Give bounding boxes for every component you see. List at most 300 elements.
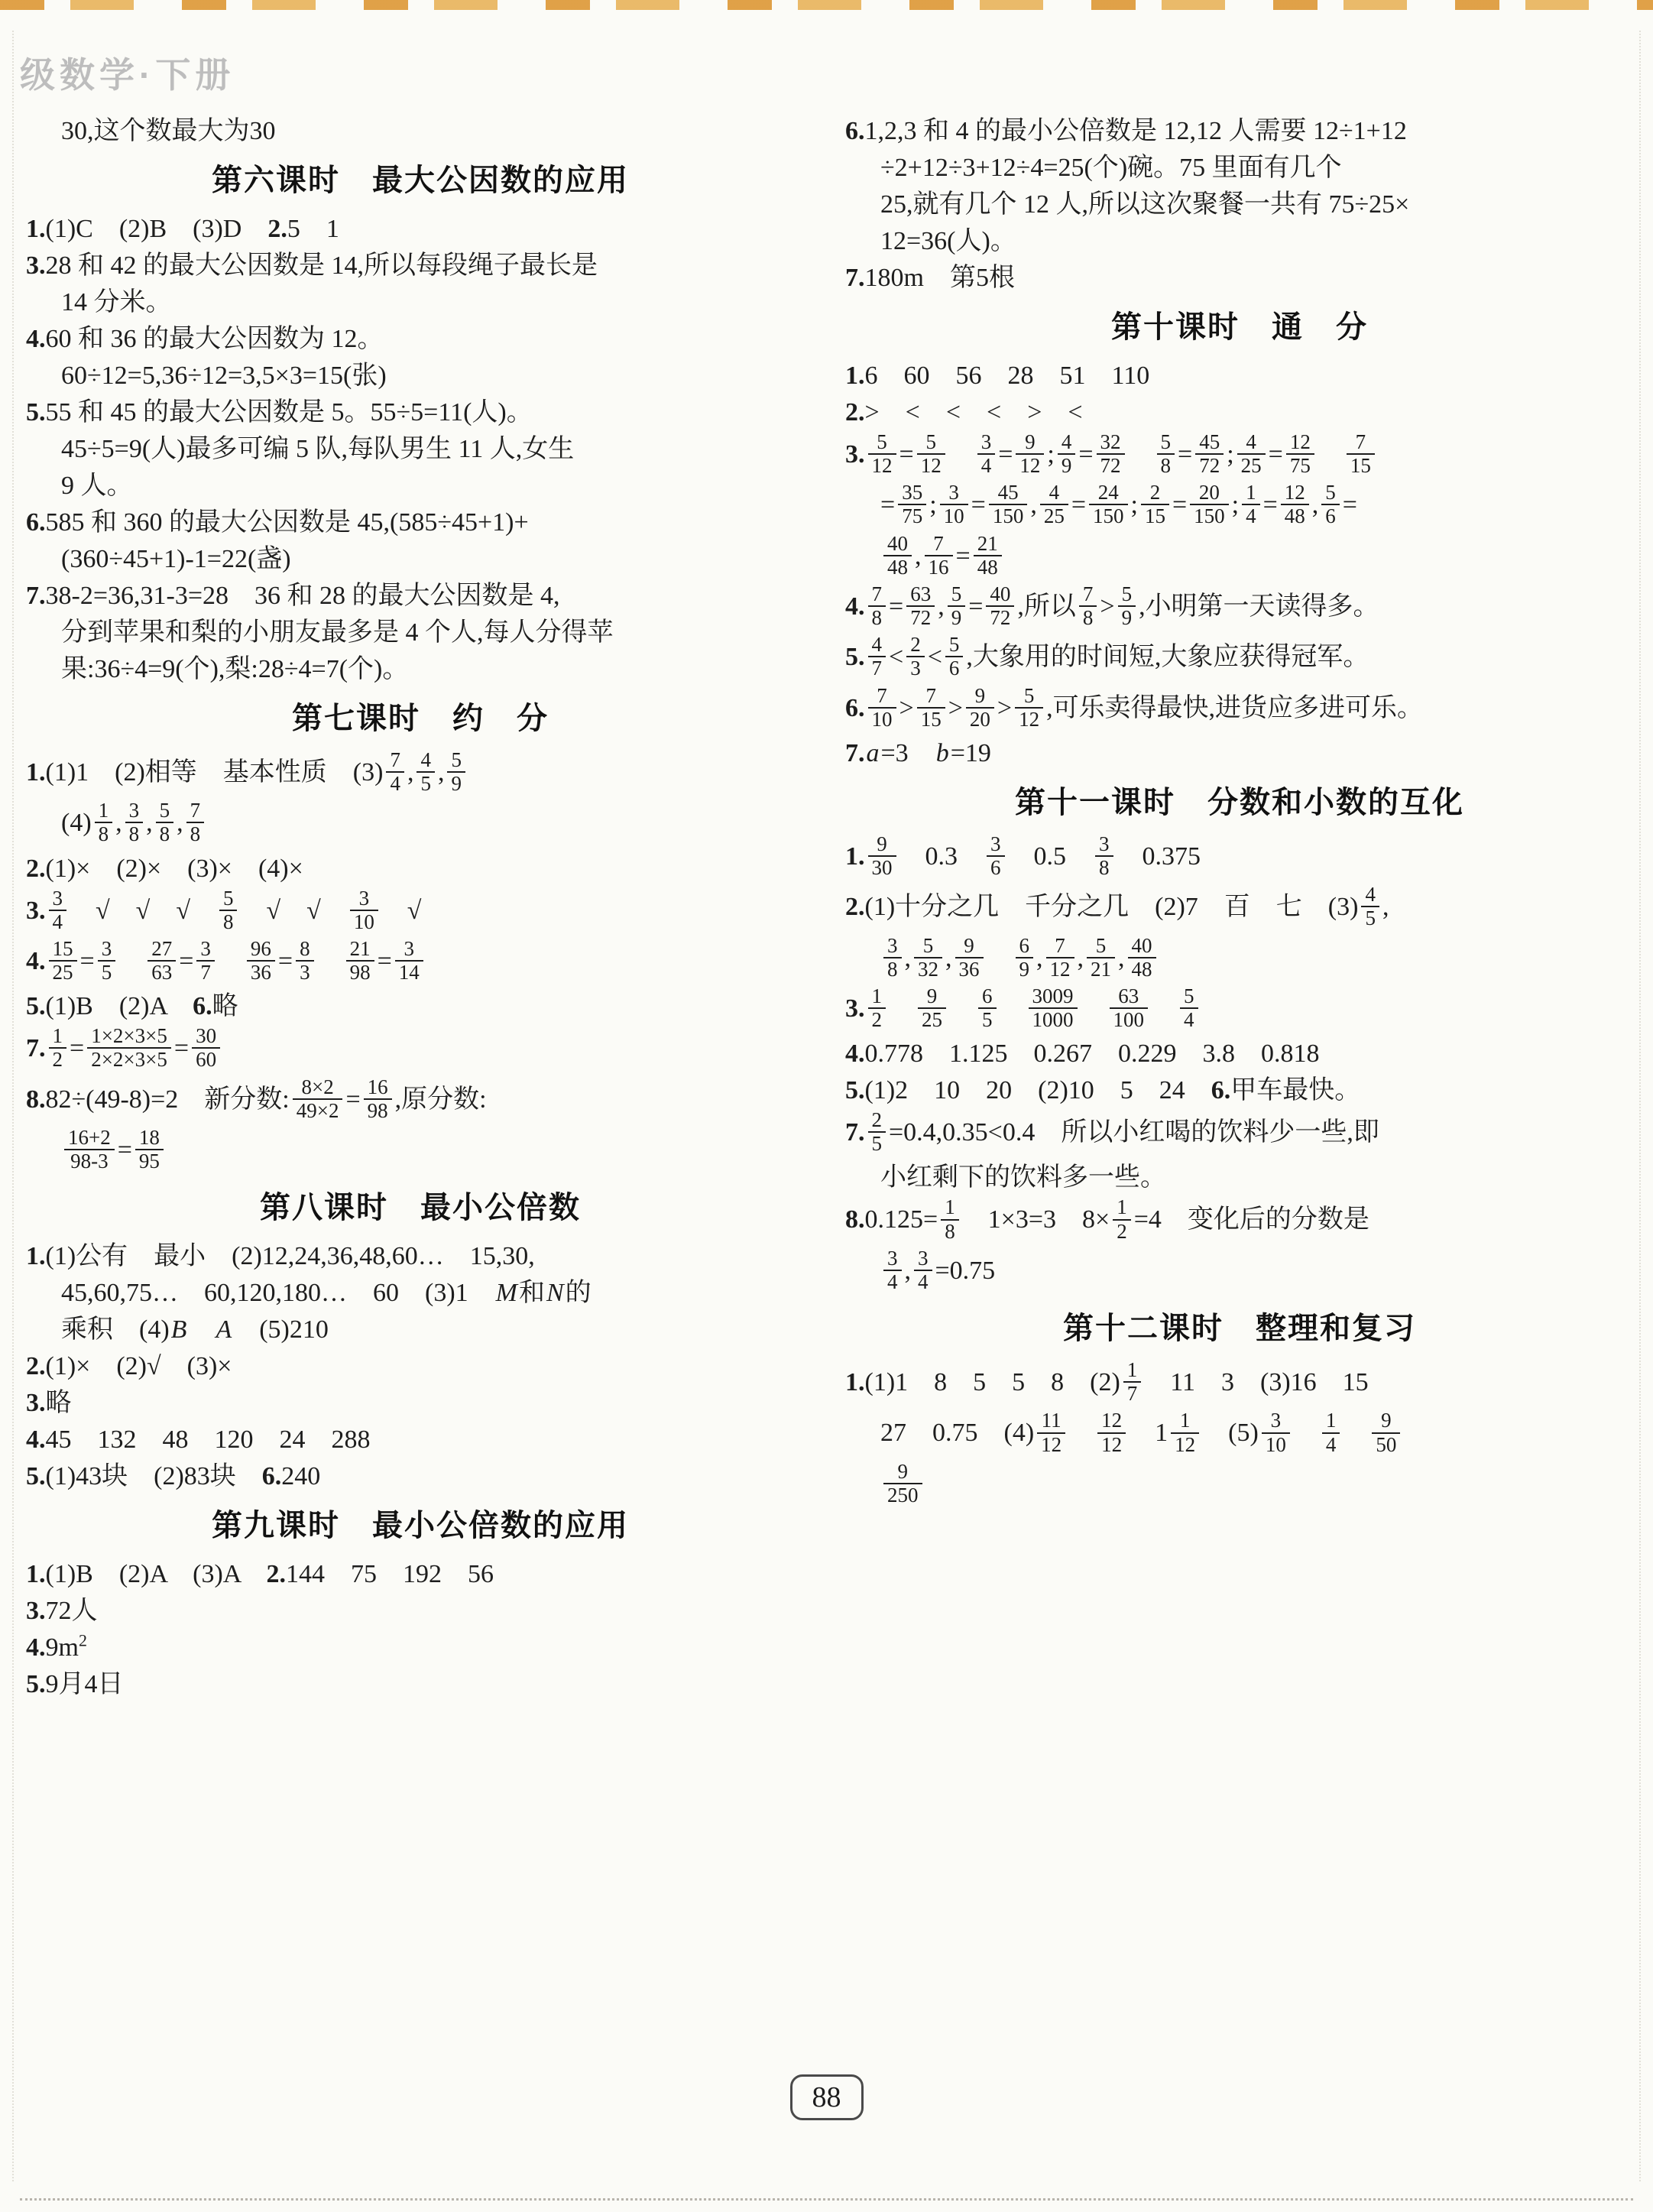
fraction [883,1247,902,1293]
item-number: 5. [26,992,46,1021]
fraction [1058,431,1076,477]
right-edge-dots [1639,31,1641,2181]
item-number: 2. [26,1352,46,1381]
fraction-denominator: 4 [887,1270,898,1293]
fraction-denominator: 150 [1194,504,1225,528]
answer-line [26,1666,815,1703]
answer-line [845,431,1634,482]
text-run: 45,60,75… 60,120,180… 60 (3)1 [61,1279,494,1308]
fraction [1372,1409,1400,1455]
fraction [49,938,77,984]
fraction-numerator: 1 [1242,482,1260,505]
answer-line [26,541,815,578]
item-number: 1. [845,842,865,871]
fraction-numerator: 1 [941,1196,959,1220]
answer-line [26,1593,815,1630]
fraction-denominator: 15 [1350,454,1371,478]
answer-line [845,985,1634,1036]
fraction [925,533,953,579]
text-run: 小红剩下的饮料多一些。 [880,1163,1166,1192]
fraction-numerator: 9 [918,985,946,1009]
fraction-numerator: 5 [868,431,896,455]
text-run: (1)公有 最小 (2)12,24,36,48,60… 15,30, [45,1242,535,1271]
text-run: = [968,592,984,621]
fraction-numerator: 5 [948,583,966,607]
fraction [966,685,994,731]
fraction [868,1109,886,1155]
italic-variable: N [546,1279,564,1308]
text-run: 5 1 [287,215,339,243]
text-run: (360÷45+1)-1=22(盏) [61,545,291,573]
text-run: = [889,592,904,621]
fraction-numerator: 7 [868,685,896,709]
fraction [395,938,423,984]
text-run: > [1100,592,1115,621]
item-number: 7. [26,1034,46,1063]
fraction-denominator: 21 [1091,957,1111,981]
fraction-denominator: 72 [990,606,1011,630]
fraction-numerator: 9 [883,1461,922,1484]
fraction-denominator: 15 [920,707,942,731]
text-run: = [345,1085,361,1114]
text-run: 和 [518,1279,545,1308]
fraction [917,431,945,477]
text-run: (1)B (2)A (3)A [45,1560,267,1589]
fraction-denominator: 25 [922,1007,942,1031]
item-number: 5. [26,1670,46,1699]
fraction-numerator: 3 [1095,833,1113,857]
text-run: 45 132 48 120 24 288 [45,1425,371,1455]
fraction [914,935,942,981]
fraction-numerator: 9 [868,833,896,857]
fraction [186,799,205,845]
fraction-denominator: 6 [1325,504,1336,528]
text-run: = [117,1135,132,1164]
fraction [1089,482,1128,527]
fraction-numerator: 3 [49,887,67,911]
text-run: , [904,1256,911,1285]
fraction-denominator: 7 [200,961,211,984]
text-run: 0.3 [899,842,984,871]
fraction [868,685,896,731]
text-run: , [115,809,122,838]
text-run: (1)43块 (2)83块 [45,1462,262,1491]
text-run [1343,1419,1369,1447]
fraction-numerator: 5 [1015,685,1043,709]
text-run: ,大象用的时间短,大象应获得冠军。 [966,643,1369,672]
text-run: = [179,946,194,975]
answer-line [26,1422,815,1458]
fraction [1016,935,1034,981]
fraction-numerator: 6 [978,985,997,1009]
fraction [192,1025,220,1071]
text-run: = [173,1034,190,1063]
text-run: ; [1231,491,1240,520]
text-run: 9月4日 [45,1670,124,1699]
fraction-denominator: 16 [928,555,949,579]
fraction-denominator: 4 [1184,1007,1194,1031]
fraction-denominator: 12 [1049,957,1071,981]
fraction-denominator: 95 [138,1150,160,1173]
fraction [416,749,435,795]
fraction-denominator: 25 [52,961,73,984]
text-run: = [1342,491,1357,520]
italic-variable: B [170,1315,187,1344]
text-run: , [177,809,183,838]
text-run: 25,就有几个 12 人,所以这次聚餐一共有 75÷25× [880,190,1410,219]
answer-line [26,1348,815,1385]
text-run [949,994,975,1023]
text-run [987,943,1013,971]
text-run [118,947,144,975]
section-heading: 第六课时 最大公因数的应用 [212,164,629,197]
italic-variable: A [216,1315,232,1344]
answer-line [26,615,815,651]
text-run: , [1077,943,1084,972]
fraction-denominator: 8 [1099,856,1110,880]
text-run: (1)2 10 20 (2)10 5 24 [864,1076,1211,1105]
fraction [95,799,113,845]
fraction-denominator: 1000 [1032,1007,1074,1031]
text-run: = [70,1034,85,1063]
fraction-numerator: 32 [1097,431,1125,455]
fraction-denominator: 9 [1061,454,1072,478]
fraction-numerator: 35 [898,482,926,505]
text-run: 585 和 360 的最大公因数是 45,(585÷45+1)+ [45,508,529,537]
fraction [156,799,174,845]
text-run: 45÷5=9(人)最多可编 5 队,每队男生 11 人,女生 [61,435,575,463]
fraction-denominator: 8 [159,822,170,846]
text-run: (5)210 [233,1315,329,1344]
text-run [1151,994,1177,1023]
fraction [941,1196,959,1242]
answer-line [26,248,815,284]
item-number: 5. [845,1076,865,1105]
fraction-numerator: 3 [125,799,144,823]
text-run: 12=36(人)。 [880,227,1016,255]
fraction-numerator: 3 [883,1247,902,1271]
text-run: =4 变化后的分数是 [1133,1205,1369,1234]
answer-line [26,988,815,1025]
text-run [1000,994,1026,1023]
answer-line [845,1109,1634,1160]
section-heading: 第八课时 最小公倍数 [260,1191,581,1225]
fraction-numerator: 7 [917,685,945,709]
text-run: = [277,946,293,975]
fraction-denominator: 48 [887,555,908,579]
fraction-numerator: 12 [1281,482,1309,505]
answer-line [845,1409,1634,1460]
fraction-numerator: 5 [1118,583,1136,607]
item-number: 4. [845,1040,865,1069]
text-run: = [998,439,1013,469]
fraction-denominator: 10 [353,910,374,933]
item-number: 1. [26,215,46,243]
fraction-numerator: 40 [1128,935,1156,958]
answer-line [845,833,1634,884]
fraction-denominator: 9 [951,606,962,630]
fraction [989,482,1028,527]
item-number: 3. [845,994,865,1023]
fraction-numerator: 30 [192,1025,220,1049]
fraction-numerator: 3 [1262,1409,1290,1433]
fraction-denominator: 8 [1082,606,1094,630]
fraction [1040,482,1068,527]
text-run: (1)× (2)× (3)× (4)× [45,854,303,883]
fraction-numerator: 40 [986,583,1014,607]
answer-line [845,1247,1634,1298]
fraction-denominator: 2 [52,1048,63,1072]
text-run: ; [929,491,937,520]
text-run: , [407,757,414,787]
text-run: 甲车最快。 [1230,1076,1361,1105]
fraction-denominator: 3 [300,961,310,984]
fraction-numerator: 1 [1322,1409,1340,1433]
item-number: 1. [26,1560,46,1589]
fraction-numerator: 7 [868,583,886,607]
fraction [1171,1409,1199,1455]
text-run: (1)十分之几 千分之几 (2)7 百 七 (3) [864,893,1359,922]
fraction [196,938,215,984]
fraction-denominator: 8 [98,822,109,846]
fraction-numerator: 4 [1361,884,1379,907]
text-run: √ [381,896,422,925]
fraction [987,833,1005,879]
answer-line [845,113,1634,150]
text-run: 60 和 36 的最大公因数为 12。 [45,325,384,353]
text-run: 1×3=3 8× [961,1205,1110,1234]
fraction-numerator: 16+2 [64,1127,115,1150]
text-run: = [1078,439,1094,469]
answer-line [845,260,1634,297]
fraction-numerator: 11 [1037,1409,1065,1433]
fraction-numerator: 5 [219,887,238,911]
column-right [845,113,1634,1511]
text-run: 果:36÷4=9(个),梨:28÷4=7(个)。 [61,655,409,683]
item-number: 5. [26,1462,46,1491]
fraction-numerator: 7 [1347,431,1375,455]
fraction-numerator: 45 [989,482,1028,505]
text-run: 的 [565,1279,592,1308]
fraction-denominator: 9 [1019,957,1029,981]
fraction [98,938,116,984]
fraction-denominator: 25 [1043,504,1065,528]
fraction-numerator: 3 [977,431,996,455]
item-number: 3. [26,896,46,925]
item-number: 4. [26,946,46,975]
fraction-numerator: 45 [1195,431,1224,455]
text-run: 乘积 (4) [61,1315,170,1344]
fraction [1321,482,1340,527]
section-heading: 第十一课时 分数和小数的互化 [1015,785,1464,819]
fraction-denominator: 36 [958,957,980,981]
answer-line [26,1630,815,1666]
fraction-denominator: 4 [52,910,63,933]
fraction-numerator: 1 [1123,1359,1142,1383]
answer-line [26,1385,815,1422]
fraction-numerator: 12 [1097,1409,1126,1433]
text-run: (1)× (2)√ (3)× [45,1352,232,1381]
fraction-numerator: 3009 [1029,985,1078,1009]
text-run: 略 [212,992,238,1021]
fraction-numerator: 3 [98,938,116,962]
fraction-numerator: 24 [1089,482,1128,505]
fraction-denominator: 7 [871,657,882,680]
fraction [1118,583,1136,629]
fraction-numerator: 1 [1171,1409,1199,1433]
text-run: ; [1047,439,1055,469]
answer-line [26,431,815,468]
fraction [1157,431,1175,477]
item-number: 2. [267,215,287,243]
fraction-denominator: 72 [1199,454,1220,478]
text-run: 1 [1129,1419,1168,1448]
text-run: , [146,809,153,838]
fraction-denominator: 8 [190,822,201,846]
text-run: (1)B (2)A [45,992,193,1021]
fraction-denominator: 48 [1131,957,1152,981]
fraction-denominator: 12 [1175,1432,1196,1456]
section-heading: 第十二课时 整理和复习 [1063,1312,1416,1346]
section-heading: 第七课时 约 分 [292,702,549,735]
text-run: > [997,693,1013,722]
text-run: 28 和 42 的最大公因数是 14,所以每段绳子最长是 [45,251,598,280]
fraction [125,799,144,845]
column-left [26,113,815,1703]
fraction [1015,685,1043,731]
fraction-numerator: 27 [147,938,176,962]
fraction-numerator: 5 [1180,985,1198,1009]
fraction [1037,1409,1065,1455]
fraction-denominator: 30 [871,856,893,880]
text-run: , [1030,491,1037,520]
answer-line [26,468,815,504]
fraction-numerator: 2 [1141,482,1169,505]
item-number: 6. [261,1462,282,1491]
answer-line [845,1036,1634,1072]
text-run: ,小明第一天读得多。 [1139,592,1379,621]
fraction-denominator: 4 [1246,504,1256,528]
fraction [914,1247,932,1293]
fraction [1141,482,1169,527]
fraction-numerator: 7 [1079,583,1097,607]
fraction-denominator: 150 [1093,504,1124,528]
fraction [147,938,176,984]
answer-line [845,358,1634,394]
fraction-numerator: 1 [868,985,886,1009]
fraction [350,887,378,933]
fraction-denominator: 2×2×3×5 [91,1048,167,1072]
text-run: 分到苹果和梨的小朋友最多是 4 个人,每人分得苹 [61,618,614,647]
fraction [906,583,935,629]
text-run: 38-2=36,31-3=28 36 和 28 的最大公因数是 4, [45,582,560,610]
text-run: ,可乐卖得最快,进货应多进可乐。 [1046,693,1424,722]
fraction-denominator: 50 [1376,1432,1397,1456]
text-run: > [899,693,914,722]
text-run: 0.5 [1007,842,1092,871]
fraction-numerator: 15 [49,938,77,962]
fraction [1190,482,1229,527]
answer-line [26,749,815,799]
text-run: ,所以 [1017,592,1076,621]
fraction [868,985,886,1031]
fraction-denominator: 5 [101,961,112,984]
fraction-numerator: 63 [1110,985,1149,1009]
text-run [889,994,915,1023]
text-run: 60÷12=5,36÷12=3,5×3=15(张) [61,362,387,390]
item-number: 3. [26,1597,46,1626]
fraction-denominator: 98 [349,961,371,984]
text-run: (4) [61,809,92,838]
item-number: 7. [26,582,46,610]
left-edge-dots [12,31,14,2181]
fraction [917,685,945,731]
page-header: 级数学·下册 [20,55,235,95]
fraction-denominator: 10 [1265,1432,1286,1456]
fraction-denominator: 32 [918,957,938,981]
fraction [883,935,902,981]
fraction-denominator: 75 [902,504,923,528]
answer-line [845,1072,1634,1109]
fraction-denominator: 4 [390,772,400,796]
text-run: = [880,491,896,520]
fraction [1113,1196,1131,1242]
fraction-denominator: 49×2 [296,1098,339,1122]
fraction [868,583,886,629]
fraction-numerator: 1×2×3×5 [87,1025,171,1049]
fraction [447,749,465,795]
fraction-denominator: 20 [969,707,990,731]
fraction-numerator: 1 [49,1025,67,1049]
fraction-denominator: 6 [948,657,960,680]
item-number: 3. [26,1389,46,1418]
answer-line [26,651,815,688]
fraction [1087,935,1115,981]
fraction [386,749,404,795]
text-run: 144 75 192 56 [285,1560,494,1589]
text-run: = [1262,491,1278,520]
text-run: 82÷(49-8)=2 新分数: [45,1085,290,1114]
fraction-denominator: 48 [977,555,998,579]
fraction [918,985,946,1031]
fraction-numerator: 96 [247,938,275,962]
fraction-numerator: 5 [1087,935,1115,958]
item-number: 2. [845,398,865,427]
answer-line [845,1461,1634,1511]
fraction [87,1025,171,1071]
text-run [188,1315,214,1344]
fraction-denominator: 72 [910,606,932,630]
item-number: 8. [26,1085,46,1114]
fraction-denominator: 10 [871,707,893,731]
fraction-denominator: 60 [196,1048,217,1072]
fraction-numerator: 12 [1286,431,1314,455]
fraction-numerator: 1 [1113,1196,1131,1220]
fraction-denominator: 72 [1100,454,1121,478]
text-run: ,原分数: [394,1085,487,1114]
fraction-denominator: 9 [451,772,462,796]
fraction [1079,583,1097,629]
text-run: > < < < > < [864,398,1083,427]
text-run: , [1382,893,1389,922]
text-run: = [1268,439,1283,469]
answer-line [26,504,815,541]
fraction [868,634,886,679]
item-number: 4. [26,1633,46,1662]
fraction-denominator: 12 [1101,1432,1123,1456]
answer-line [845,533,1634,583]
answer-line [26,113,815,150]
